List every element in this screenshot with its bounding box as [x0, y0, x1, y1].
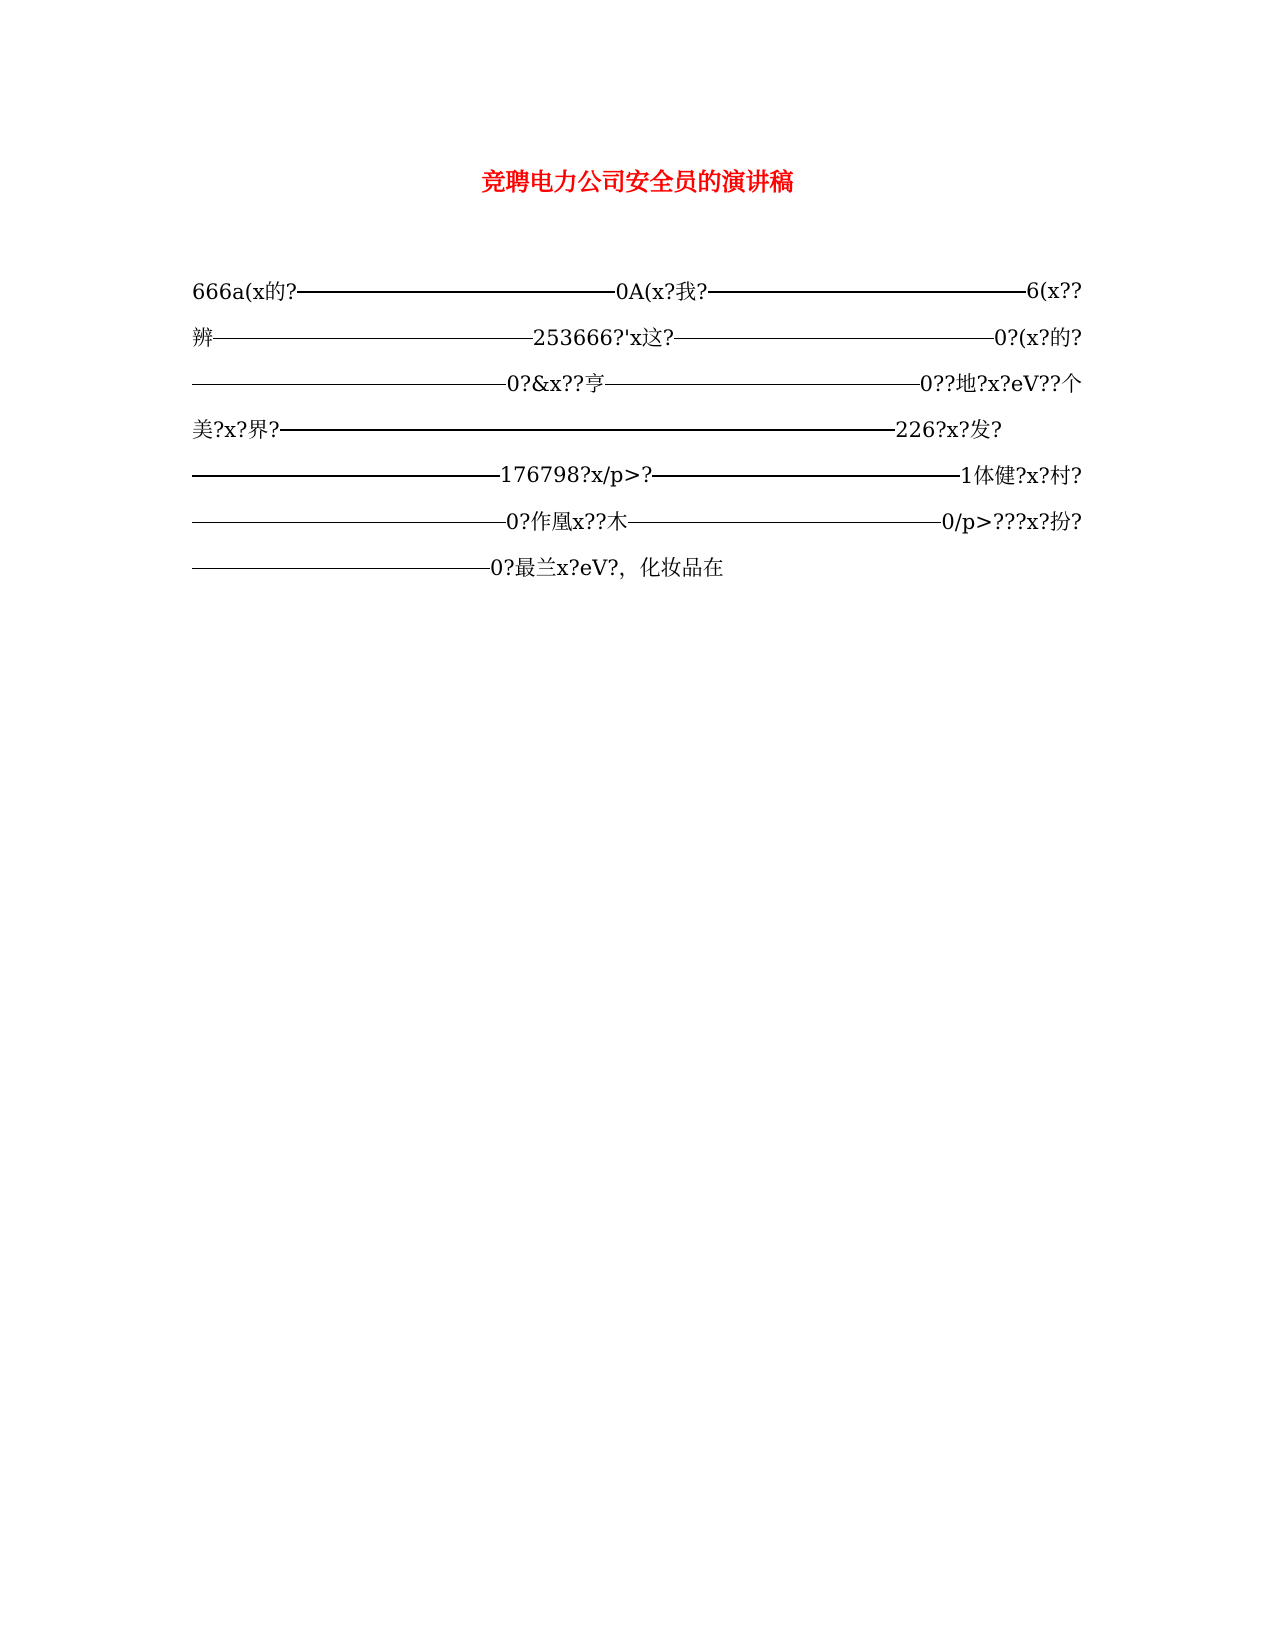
text-segment: 0?作凰x??木 — [505, 510, 628, 534]
fill-in-blank-line — [192, 568, 490, 569]
text-segment: 176798?x/p>? — [499, 463, 653, 487]
text-segment: 美?x?界? — [192, 418, 280, 442]
text-segment: 0?&x??亨 — [506, 372, 606, 396]
text-segment: 226?x?发? — [895, 418, 1002, 442]
text-segment: 253666?'x这? — [532, 326, 675, 350]
text-segment: 6(x?? — [1026, 279, 1083, 303]
text-line — [192, 544, 1082, 590]
text-segment: 0??地?x?eV??个 — [919, 372, 1083, 396]
text-segment: 0?最兰x?eV?，化妆品在 — [490, 556, 724, 580]
text-segment: 0/p>???x?扮? — [941, 510, 1083, 534]
fill-in-blank-line — [605, 384, 919, 385]
document-body — [192, 268, 1082, 590]
fill-in-blank-line — [708, 291, 1027, 293]
fill-in-blank-line — [674, 338, 994, 339]
text-segment: 辨 — [192, 326, 213, 350]
document-title: 竞聘电力公司安全员的演讲稿 — [481, 168, 794, 196]
text-line — [192, 452, 1082, 498]
fill-in-blank-line — [192, 384, 506, 385]
fill-in-blank-line — [213, 338, 533, 339]
fill-in-blank-line — [192, 475, 500, 477]
text-line — [192, 406, 1082, 452]
text-line — [192, 360, 1082, 406]
text-line — [192, 498, 1082, 544]
fill-in-blank-line — [280, 429, 896, 431]
text-segment: 1体健?x?村? — [960, 464, 1082, 488]
text-line — [192, 268, 1082, 314]
fill-in-blank-line — [652, 475, 960, 477]
fill-in-blank-line — [297, 291, 616, 293]
fill-in-blank-line — [628, 522, 942, 523]
text-segment: 0?(x?的? — [993, 326, 1082, 350]
text-line — [192, 314, 1082, 360]
text-segment: 666a(x的? — [192, 280, 297, 304]
fill-in-blank-line — [192, 522, 506, 523]
text-segment: 0A(x?我? — [615, 280, 708, 304]
